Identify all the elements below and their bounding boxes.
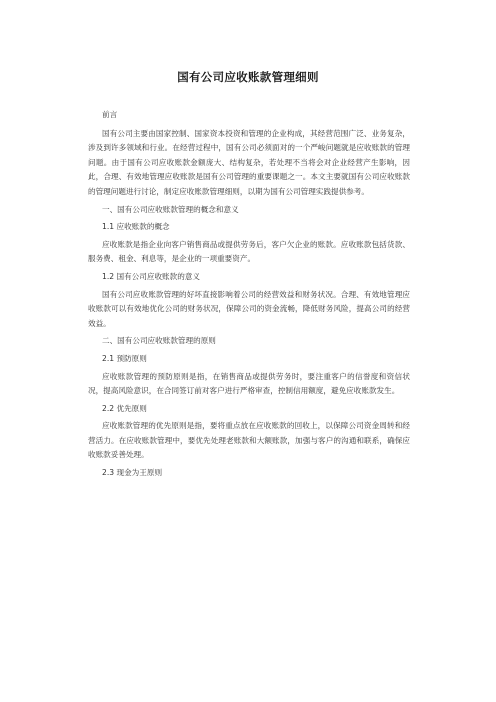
- preface-paragraph: 国有公司主要由国家控制、国家资本投资和管理的企业构成，其经营范围广泛、业务复杂，涉及到许多领域和行业。在经营过程中，国有公司必须面对的一个严峻问题就是应收账款的管理问题。由于国有公司应收账款金额庞大、结构复杂，若处理不当将会对企业经营产生影响，因此，合理、有效地管理应收账款是国有公司管理的重要课题之一。本文主要就国有公司应收账款的管理问题进行讨论，制定应收账款管理细则，以期为国有公司管理实践提供参考。: [88, 128, 410, 196]
- document-body: [88, 108, 410, 484]
- section-1-1-heading: 1.1 应收账款的概念: [102, 222, 170, 232]
- section-1-2-paragraph: 国有公司应收账款管理的好坏直接影响着公司的经营效益和财务状况。合理、有效地管理应收账款可以有效地优化公司的财务状况，保障公司的资金流畅，降低财务风险，提高公司的经营效益。: [88, 289, 410, 328]
- preface-heading: 前言: [102, 110, 118, 119]
- section-2-1-paragraph: 应收账款管理的预防原则是指，在销售商品或提供劳务时，要注重客户的信誉度和资信状况，提高风险意识，在合同签订前对客户进行严格审查，控制信用额度，避免应收账款发生。: [88, 371, 410, 396]
- section-2-2-paragraph: 应收账款管理的优先原则是指，要将重点放在应收账款的回收上，以保障公司资金周转和经营活力。在应收账款管理中，要优先处理老账款和大额账款，加强与客户的沟通和联系，确保应收账款妥善处理。: [88, 421, 410, 460]
- section-1-heading: 一、国有公司应收账款管理的概念和意义: [102, 204, 239, 214]
- section-2-3-heading: 2.3 现金为王原则: [102, 468, 163, 478]
- section-2-heading: 二、国有公司应收账款管理的原则: [102, 336, 216, 346]
- section-2-2-heading: 2.2 优先原则: [102, 403, 147, 413]
- section-1-1-paragraph: 应收账款是指企业向客户销售商品或提供劳务后，客户欠企业的账款。应收账款包括货款、服务费、租金、利息等，是企业的一项重要资产。: [88, 239, 410, 264]
- section-2-1-heading: 2.1 预防原则: [102, 353, 147, 363]
- section-1-2-heading: 1.2 国有公司应收账款的意义: [102, 271, 201, 281]
- document-title: 国有公司应收账款管理细则: [177, 70, 319, 84]
